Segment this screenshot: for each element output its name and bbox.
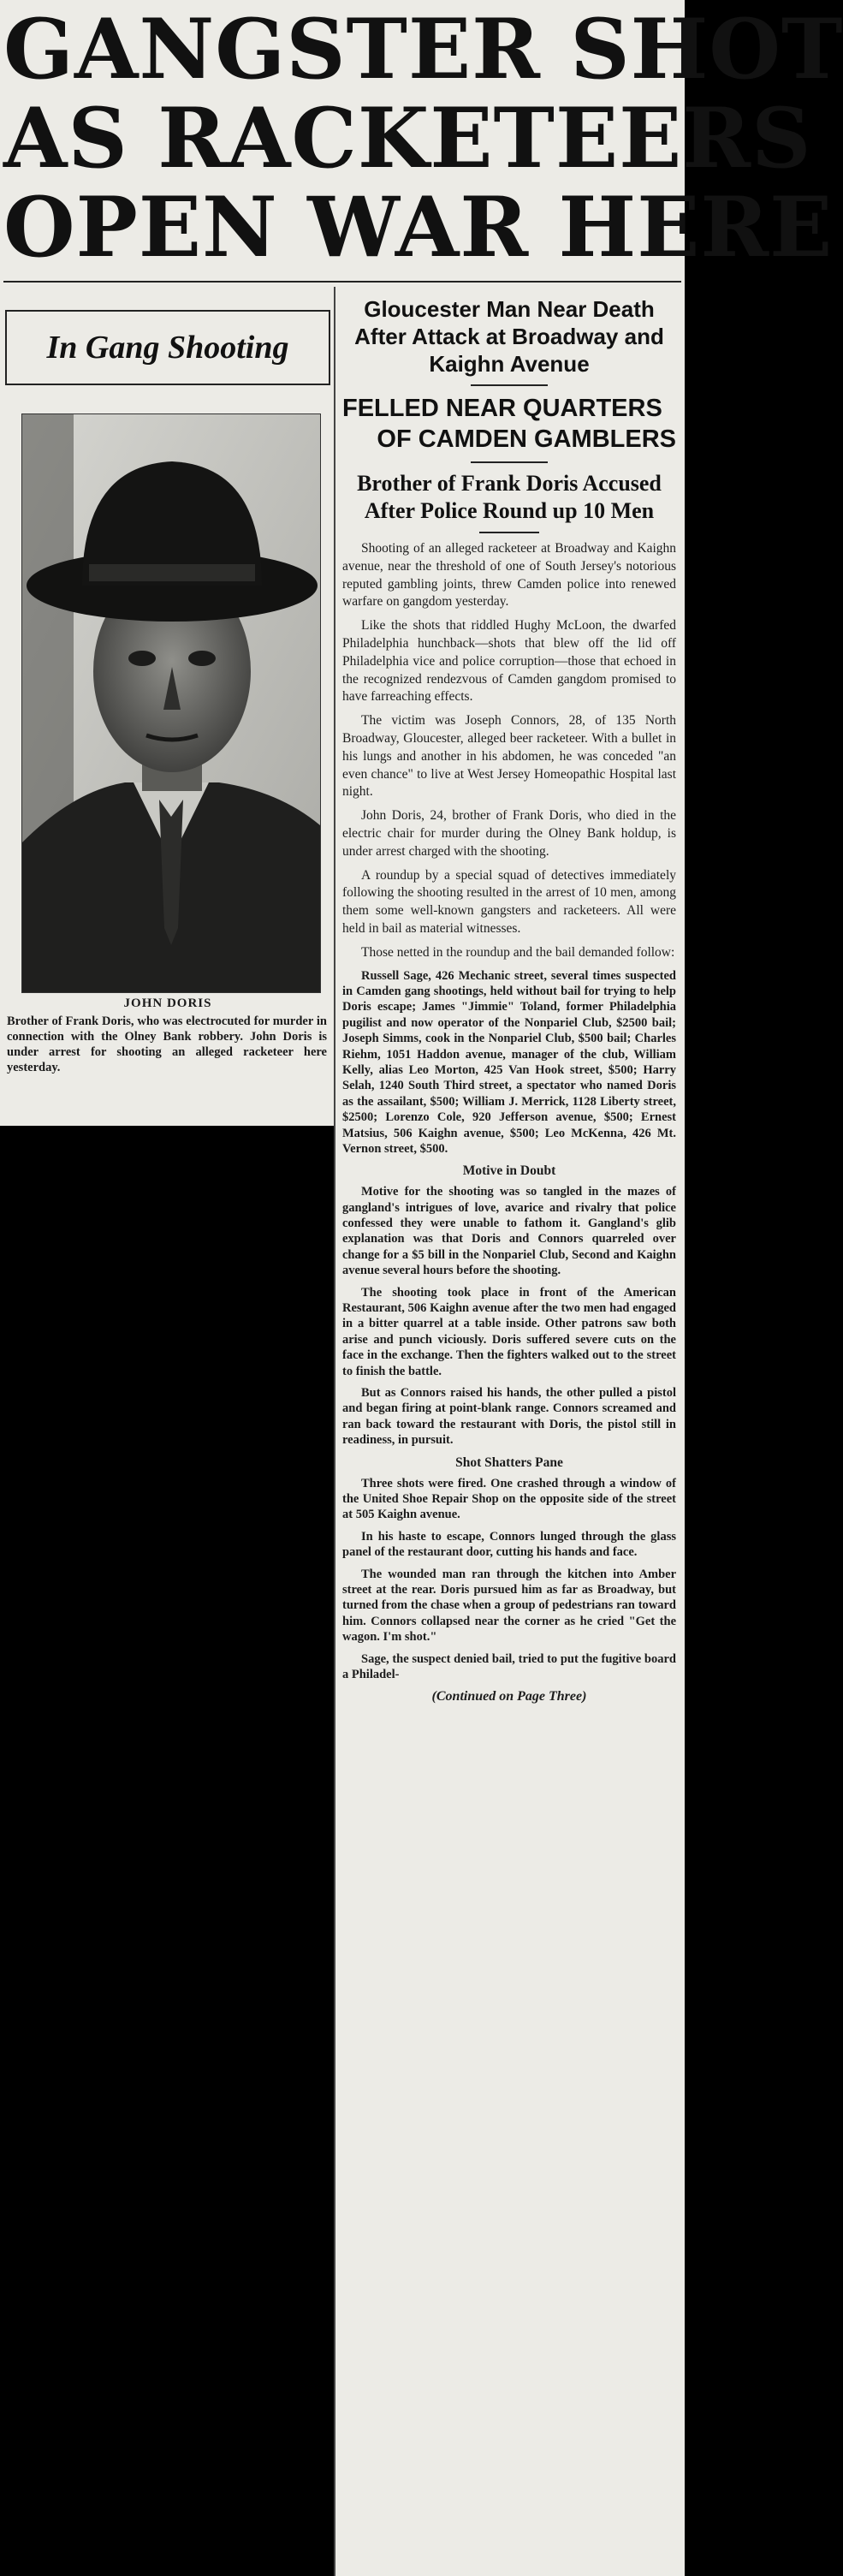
photo-caption-body: Brother of Frank Doris, who was electrocuted for murder in connection with the Olney Bank robbery. John Doris is under arrest for shooting an alleged racketeer here yesterday. [7, 1014, 327, 1074]
continued-jump-line: (Continued on Page Three) [431, 1689, 587, 1704]
article-paragraph-bail-list: Russell Sage, 426 Mechanic street, several times suspected in Camden gang shootings, held without bail for trying to help Doris escape; James "Jimmie" Toland, former Philadelphia pugilist and now operator of the Nonpariel Club, $2500 bail; Joseph Simms, cook in the Nonpariel Club, $500 bail; Charles Riehm, 1051 Haddon avenue, manager of the club, William Kelly, alias Leo Morton, 425 Van Hook street, $500; Harry Selah, 1240 South Third street, a spectator who named Doris as the assailant, $500; William J. Merrick, 1128 Liberty street, $2500; Lorenzo Cole, 920 Jefferson avenue, $500; Ernest Matsius, 506 Kaighn avenue, $500; Leo McKenna, 426 Mt. Vernon street, $500. [342, 968, 676, 1156]
article-paragraph: But as Connors raised his hands, the other pulled a pistol and began firing at point-blank range. Connors screamed and ran back toward the restaurant with Doris, the pistol still in readiness, in pursuit. [342, 1386, 676, 1448]
article-paragraph: A roundup by a special squad of detectives immediately following the shooting resulted in the arrest of 10 men, among them some well-known gangsters and racketeers. All were held in bail as material witnesses. [342, 867, 676, 936]
column-rule [334, 287, 335, 2576]
portrait-illustration [22, 414, 320, 992]
article-paragraph: Shooting of an alleged racketeer at Broadway and Kaighn avenue, near the threshold of one of South Jersey's notorious reputed gambling joints, threw Camden police into renewed warfare on gangdom yesterday. [342, 541, 676, 610]
article-paragraph: The victim was Joseph Connors, 28, of 135 North Broadway, Gloucester, alleged beer racketeer. With a bullet in his lungs and another in his abdomen, he was conceded "an even chance" to live at West Jersey Homeopathic Hospital last night. [342, 713, 676, 800]
headline-rule [3, 281, 681, 283]
deck-headline-1: Gloucester Man Near Death After Attack at Broadway and Kaighn Avenue [354, 296, 664, 377]
deck-rule [471, 461, 548, 463]
headline-line-3: OPEN WAR HERE [3, 179, 834, 276]
article-paragraph: Those netted in the roundup and the bail demanded follow: [361, 944, 675, 960]
deck-headline-2 [342, 393, 676, 455]
article-paragraph: Sage, the suspect denied bail, tried to put the fugitive board a Philadel- [342, 1651, 676, 1681]
article-paragraph: Like the shots that riddled Hughy McLoon, the dwarfed Philadelphia hunchback—shots that blew off the lid off Philadelphia vice and police corruption—those that echoed in the recognized rendezvous of Camden gangdom promised to have farreaching effects. [342, 618, 676, 705]
headline-line-2: AS RACKETEERS [3, 90, 812, 187]
photo-caption-name: JOHN DORIS [123, 996, 212, 1010]
banner-headline [3, 1, 843, 276]
article-body [342, 540, 676, 1706]
deck-rule [479, 532, 539, 533]
article-paragraph: In his haste to escape, Connors lunged through the glass panel of the restaurant door, cutting his hands and face. [342, 1529, 676, 1560]
article-subhead: Shot Shatters Pane [455, 1455, 563, 1470]
article-paragraph: John Doris, 24, brother of Frank Doris, who died in the electric chair for murder during the Olney Bank holdup, is under arrest charged with the shooting. [342, 808, 676, 859]
article-paragraph: The wounded man ran through the kitchen into Amber street at the rear. Doris pursued him as far as Broadway, but turned from the chase when a group of pedestrians ran toward him. Connors collapsed near the corner as he cried "Get the wagon. I'm shot." [342, 1567, 676, 1645]
article-column [342, 295, 676, 1706]
photo-label-box [5, 310, 330, 385]
deck-headline-2-line-2: OF CAMDEN GAMBLERS [377, 425, 676, 453]
article-paragraph: Three shots were fired. One crashed through a window of the United Shoe Repair Shop on the opposite side of the street at 505 Kaighn avenue. [342, 1476, 676, 1522]
deck-rule [471, 384, 548, 386]
headline-line-1: GANGSTER SHOT [3, 1, 843, 98]
deck-headline-3: Brother of Frank Doris Accused After Police Round up 10 Men [357, 471, 662, 523]
photo-label: In Gang Shooting [46, 330, 289, 366]
article-subhead: Motive in Doubt [462, 1163, 556, 1179]
article-paragraph: Motive for the shooting was so tangled in the mazes of gangland's intrigues of love, avarice and rivalry that police confessed they were unable to fathom it. Gangland's glib explanation was that Doris and Connors quarreled over change for a $5 bill in the Nonpariel Club, Second and Kaighn avenue several hours before the shooting. [342, 1185, 676, 1278]
article-paragraph: The shooting took place in front of the American Restaurant, 506 Kaighn avenue after the two men had engaged in a bitter quarrel at a table inside. Other patrons saw both arise and punch viciously. Doris suffered severe cuts on the face in the exchange. Then the fighters walked out to the street to finish the battle. [342, 1285, 676, 1378]
deck-headline-2-line-1: FELLED NEAR QUARTERS [342, 395, 662, 422]
portrait-photo [21, 413, 321, 993]
